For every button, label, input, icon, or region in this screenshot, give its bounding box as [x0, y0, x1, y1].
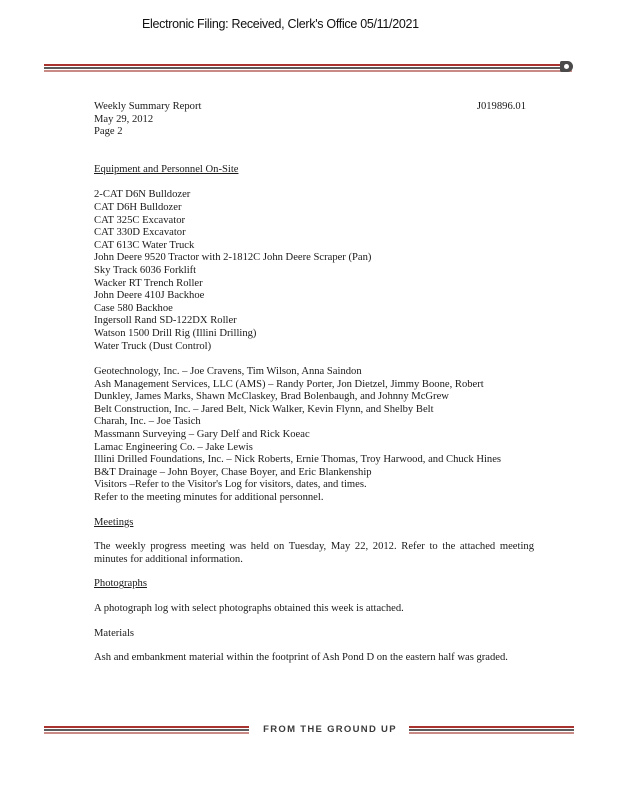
report-header: [94, 101, 534, 139]
personnel-list: [94, 366, 534, 505]
personnel-item: Refer to the meeting minutes for additional personnel.: [94, 492, 324, 504]
meetings-heading: Meetings: [94, 516, 134, 528]
equipment-item: CAT 325C Excavator: [94, 214, 186, 226]
footer-tagline: FROM THE GROUND UP: [263, 724, 397, 735]
equipment-list: [94, 189, 534, 353]
equipment-heading: Equipment and Personnel On-Site: [94, 163, 239, 175]
equipment-item: Case 580 Backhoe: [94, 302, 173, 314]
equipment-item: CAT D6H Bulldozer: [94, 201, 182, 213]
report-body: [94, 101, 534, 665]
footer-rule-right: [409, 726, 574, 734]
footer-rule-left: [44, 726, 249, 734]
photographs-text: A photograph log with select photographs obtained this week is attached.: [94, 603, 404, 614]
personnel-item: Charah, Inc. – Joe Tasich: [94, 416, 201, 428]
equipment-item: CAT 613C Water Truck: [94, 239, 195, 251]
equipment-item: John Deere 9520 Tractor with 2-1812C John Deere Scraper (Pan): [94, 252, 372, 264]
personnel-item: Visitors –Refer to the Visitor's Log for visitors, dates, and times.: [94, 479, 367, 491]
equipment-item: 2-CAT D6N Bulldozer: [94, 189, 191, 201]
company-logo-icon: [560, 61, 573, 72]
personnel-item: Massmann Surveying – Gary Delf and Rick Koeac: [94, 429, 310, 441]
equipment-item: CAT 330D Excavator: [94, 227, 186, 239]
equipment-item: Watson 1500 Drill Rig (Illini Drilling): [94, 327, 257, 339]
efiling-stamp: Electronic Filing: Received, Clerk's Office 05/11/2021: [142, 17, 419, 31]
header-rule: [44, 64, 572, 73]
personnel-item: B&T Drainage – John Boyer, Chase Boyer, and Eric Blankenship: [94, 466, 372, 478]
footer: [44, 724, 574, 738]
personnel-item: Lamac Engineering Co. – Jake Lewis: [94, 441, 253, 453]
personnel-item: Ash Management Services, LLC (AMS) – Randy Porter, Jon Dietzel, Jimmy Boone, Robert: [94, 378, 484, 390]
photographs-heading: Photographs: [94, 578, 147, 590]
equipment-item: Sky Track 6036 Forklift: [94, 264, 197, 276]
equipment-item: Water Truck (Dust Control): [94, 340, 212, 352]
personnel-item: Belt Construction, Inc. – Jared Belt, Nick Walker, Kevin Flynn, and Shelby Belt: [94, 403, 434, 415]
materials-text: Ash and embankment material within the footprint of Ash Pond D on the eastern half was graded.: [94, 652, 508, 664]
personnel-item: Dunkley, James Marks, Shawn McClaskey, Brad Bolenbaugh, and Johnny McGrew: [94, 391, 449, 403]
equipment-item: Wacker RT Trench Roller: [94, 277, 203, 289]
report-title: Weekly Summary Report: [94, 101, 202, 112]
report-date: May 29, 2012: [94, 113, 154, 125]
meetings-text: The weekly progress meeting was held on Tuesday, May 22, 2012. Refer to the attached meeting minutes for additional information.: [94, 541, 534, 565]
personnel-item: Geotechnology, Inc. – Joe Cravens, Tim Wilson, Anna Saindon: [94, 366, 362, 378]
equipment-item: Ingersoll Rand SD-122DX Roller: [94, 315, 237, 327]
document-id: J019896.01: [476, 101, 526, 112]
materials-heading: Materials: [94, 627, 135, 639]
page-number: Page 2: [94, 126, 123, 138]
equipment-item: John Deere 410J Backhoe: [94, 290, 205, 302]
personnel-item: Illini Drilled Foundations, Inc. – Nick Roberts, Ernie Thomas, Troy Harwood, and Chuck Hines: [94, 454, 502, 466]
